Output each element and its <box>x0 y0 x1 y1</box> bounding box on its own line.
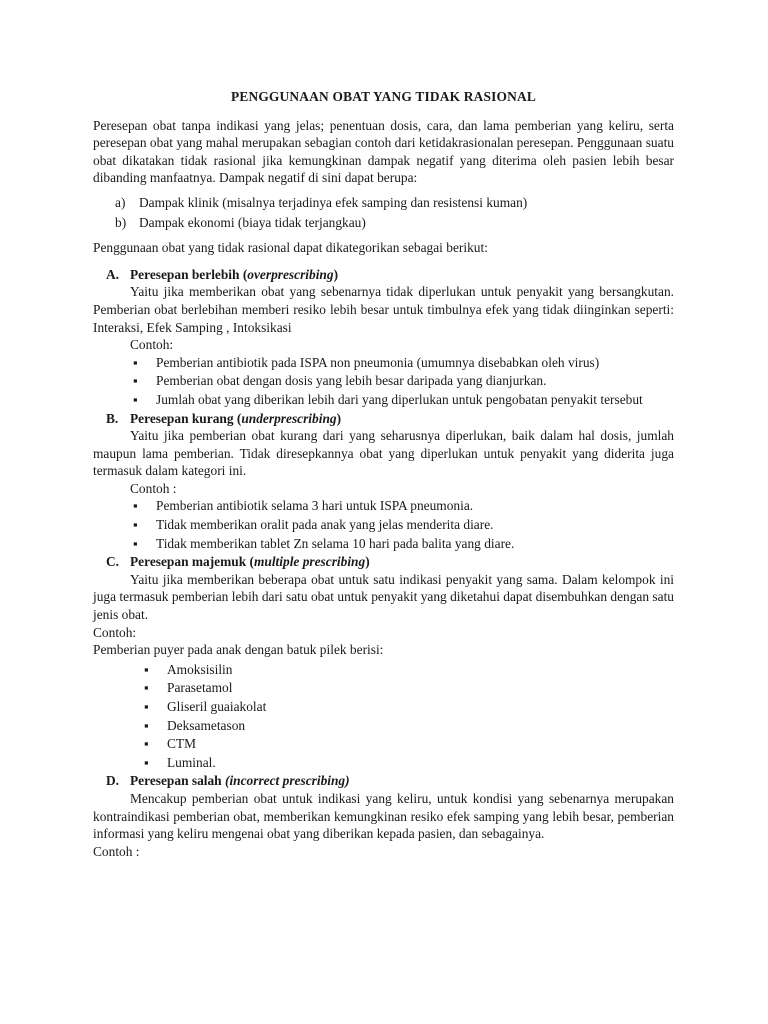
section-letter: B. <box>106 410 119 426</box>
example-label: Contoh : <box>93 843 140 859</box>
example-label: Contoh: <box>93 624 137 640</box>
intro-paragraph: Peresepan obat tanpa indikasi yang jelas; penentuan dosis, cara, dan lama pemberian yang keliru, serta peresepan obat yang mahal merupakan sebagian contoh dari ketidakrasionalan peresepan. Penggunaan suatu obat dikatakan tidak rasional jika kemungkinan dampak negatif yang diterima oleh pasien lebih besar dibanding manfaatnya. Dampak negatif di sini dapat berupa: <box>93 117 674 186</box>
example-list <box>93 354 674 409</box>
list-item: ▪ CTM <box>141 735 674 753</box>
section-heading-term: underprescribing <box>241 410 337 426</box>
section-heading-c <box>93 553 674 571</box>
list-marker: a) <box>115 194 126 210</box>
example-list <box>93 497 674 552</box>
section-body: Yaitu jika memberikan beberapa obat untuk satu indikasi penyakit yang sama. Dalam kelompok ini juga termasuk pemberian lebih dari satu obat untuk penyakit yang diketahui dapat disembuhkan dengan satu jenis obat. <box>93 571 674 623</box>
example-label: Contoh: <box>130 337 174 353</box>
list-item: ▪ Pemberian antibiotik pada ISPA non pneumonia (umumnya disebabkan oleh virus) <box>130 354 674 372</box>
section-heading-term: overprescribing <box>247 266 334 282</box>
section-heading-d <box>93 772 674 790</box>
section-heading-term: (incorrect prescribing) <box>224 773 350 789</box>
impact-list <box>93 194 674 231</box>
list-item: ▪ Pemberian obat dengan dosis yang lebih besar daripada yang dianjurkan. <box>130 372 674 390</box>
list-item-text: Dampak ekonomi (biaya tidak terjangkau) <box>139 214 366 230</box>
category-intro: Penggunaan obat yang tidak rasional dapat dikategorikan sebagai berikut: <box>93 240 488 256</box>
section-heading-text: Peresepan kurang ( <box>130 410 242 426</box>
section-heading-text: Peresepan majemuk ( <box>130 554 254 570</box>
section-heading-close: ) <box>333 266 339 282</box>
section-body: Mencakup pemberian obat untuk indikasi yang keliru, untuk kondisi yang sebenarnya merupakan kontraindikasi pemberian obat, memberikan kemungkinan resiko efek samping yang lebih besar, pemberian informasi yang keliru mengenai obat yang diberikan kepada pasien, dan sebagainya. <box>93 790 674 842</box>
list-item: ▪ Luminal. <box>141 754 674 772</box>
section-heading-a <box>93 266 674 284</box>
example-list <box>93 661 674 772</box>
section-letter: D. <box>106 773 120 789</box>
section-body: Yaitu jika pemberian obat kurang dari yang seharusnya diperlukan, baik dalam hal dosis, jumlah maupun lama pemberian. Tidak diresepkannya obat yang diperlukan untuk penyakit yang diderita juga termasuk dalam kategori ini. <box>93 428 674 479</box>
list-item: ▪ Gliseril guaiakolat <box>141 698 674 716</box>
section-heading-text: Peresepan salah <box>130 773 225 789</box>
example-label: Contoh : <box>130 480 177 496</box>
section-body: Yaitu jika memberikan obat yang sebenarnya tidak diperlukan untuk penyakit yang bersangkutan. Pemberian obat berlebihan memberi resiko lebih besar untuk timbulnya efek yang tidak diinginkan seperti: Interaksi, Efek Samping , Intoksikasi <box>93 284 674 335</box>
section-heading-text: Peresepan berlebih ( <box>130 266 248 282</box>
document-title: PENGGUNAAN OBAT YANG TIDAK RASIONAL <box>230 89 537 104</box>
section-heading-close: ) <box>336 410 342 426</box>
list-item: ▪ Deksametason <box>141 717 674 735</box>
section-heading-b <box>93 410 674 428</box>
list-item: ▪ Amoksisilin <box>141 661 674 679</box>
list-item: ▪ Parasetamol <box>141 679 674 697</box>
list-item <box>115 214 674 232</box>
list-item-text: Dampak klinik (misalnya terjadinya efek samping dan resistensi kuman) <box>139 194 528 210</box>
example-lead: Pemberian puyer pada anak dengan batuk pilek berisi: <box>93 642 384 658</box>
list-marker: b) <box>115 214 127 230</box>
list-item: ▪ Tidak memberikan oralit pada anak yang jelas menderita diare. <box>130 516 674 534</box>
section-letter: A. <box>106 266 120 282</box>
section-heading-close: ) <box>365 554 370 570</box>
list-item: ▪ Jumlah obat yang diberikan lebih dari yang diperlukan untuk pengobatan penyakit tersebut <box>130 391 674 409</box>
section-letter: C. <box>106 554 120 570</box>
list-item: ▪ Tidak memberikan tablet Zn selama 10 hari pada balita yang diare. <box>130 535 674 553</box>
list-item: ▪ Pemberian antibiotik selama 3 hari untuk ISPA pneumonia. <box>130 497 674 515</box>
list-item <box>115 194 674 212</box>
section-heading-term: multiple prescribing <box>253 554 366 570</box>
